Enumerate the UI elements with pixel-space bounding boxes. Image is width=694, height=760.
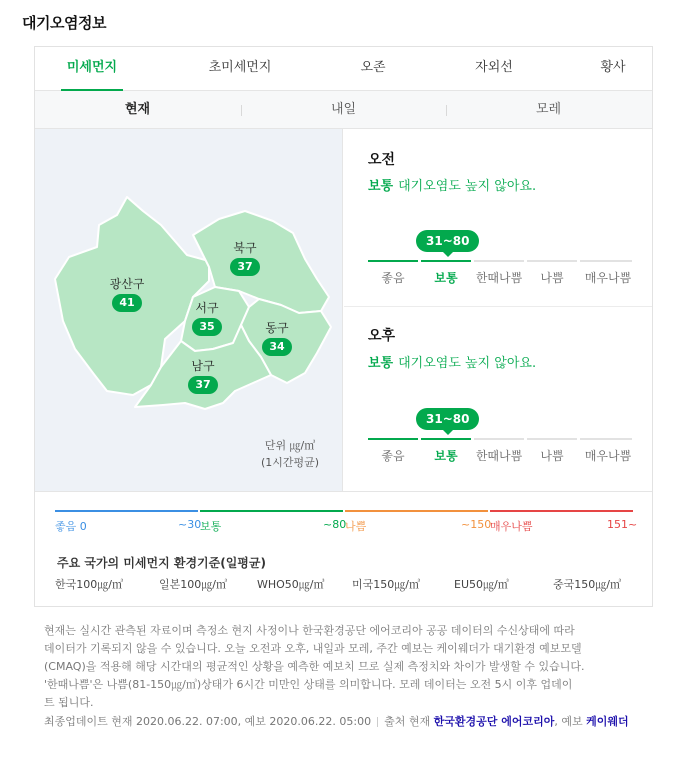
scale-segment-bad: [527, 260, 577, 262]
district-seo[interactable]: [177, 301, 237, 336]
district-value-badge: 35: [192, 318, 222, 336]
district-dong[interactable]: [247, 321, 307, 356]
air-quality-card: [34, 46, 653, 607]
data-notice: [44, 622, 634, 712]
source-mid: , 예보: [554, 715, 583, 728]
district-value-badge: 41: [112, 294, 142, 312]
forecast-morning: [344, 129, 652, 307]
district-name: 북구: [233, 241, 257, 255]
status-grade: 보통: [368, 356, 394, 371]
standard-korea: 한국100㎍/㎥: [55, 578, 123, 591]
tab-ozone[interactable]: 오존: [360, 60, 386, 75]
forecast-status: [368, 175, 536, 194]
status-grade: 보통: [368, 179, 394, 194]
scale-segment-normal: [421, 438, 471, 440]
standard-who: WHO50㎍/㎥: [257, 578, 325, 591]
district-value-badge: 37: [230, 258, 260, 276]
notice-line: '한때나쁨'은 나쁨(81-150㎍/㎥)상태가 6시간 미만인 상태를 의미합니다. 모레 데이터는 오전 5시 이후 업데이: [44, 678, 573, 691]
standards-title: 주요 국가의 미세먼지 환경기준(일평균): [57, 556, 266, 570]
source-link-kweather[interactable]: 케이웨더: [586, 715, 629, 728]
tab-uv[interactable]: 자외선: [475, 60, 513, 75]
forecast-afternoon: [344, 307, 652, 491]
day-tabs: [35, 91, 652, 129]
district-name: 동구: [265, 321, 289, 335]
scale-label: 보통: [434, 449, 458, 463]
scale-label: 나쁨: [540, 449, 564, 463]
tab-tomorrow[interactable]: 내일: [330, 102, 357, 117]
forecast-period-label: 오전: [368, 152, 396, 168]
standard-usa: 미국150㎍/㎥: [352, 578, 420, 591]
scale-segment-temporary-bad: [474, 438, 524, 440]
status-message: 대기오염도 높지 않아요.: [398, 356, 537, 371]
legend-normal-label: 보통: [200, 520, 222, 533]
divider: [377, 717, 378, 727]
legend-bad-max: ~150: [461, 518, 492, 531]
district-value-badge: 37: [188, 376, 218, 394]
legend-bar-bad: [345, 510, 488, 512]
standard-china: 중국150㎍/㎥: [553, 578, 621, 591]
tab-now[interactable]: 현재: [124, 102, 151, 117]
tab-yellow-dust[interactable]: 황사: [600, 60, 626, 75]
legend-very-bad-label: 매우나쁨: [490, 520, 533, 533]
legend-bar-very-bad: [490, 510, 633, 512]
range-bubble: 31~80: [416, 408, 479, 430]
scale-label: 나쁨: [540, 271, 564, 285]
legend-very-bad-min: 151~: [607, 518, 638, 531]
scale-segment-temporary-bad: [474, 260, 524, 262]
scale-label: 보통: [434, 271, 458, 285]
district-value-badge: 34: [262, 338, 292, 356]
district-name: 서구: [195, 301, 219, 315]
district-gwangsan[interactable]: [97, 277, 157, 312]
legend-bad-label: 나쁨: [345, 520, 367, 533]
scale-label: 좋음: [381, 271, 405, 285]
district-map: [35, 129, 343, 491]
forecast-status: [368, 352, 536, 371]
unit-label: 단위 ㎍/㎥: [264, 439, 316, 452]
scale-label: 한때나쁨: [475, 271, 523, 285]
scale-segment-normal: [421, 260, 471, 262]
notice-line: (CMAQ)을 적용해 해당 시간대의 평균적인 상황을 예측한 예보치 므로 실제 측정치와 차이가 발생할 수 있습니다.: [44, 660, 585, 673]
district-name: 광산구: [109, 277, 145, 291]
district-buk[interactable]: [215, 241, 275, 276]
scale-segment-good: [368, 438, 418, 440]
tab-fine-dust[interactable]: 미세먼지: [61, 47, 123, 91]
scale-label: 좋음: [381, 449, 405, 463]
scale-segment-very-bad: [580, 260, 632, 262]
scale-label: 한때나쁨: [475, 449, 523, 463]
page-title: 대기오염정보: [22, 14, 106, 32]
legend-normal-max: ~80: [323, 518, 347, 531]
notice-line: 데이터가 기록되지 않을 수 있습니다. 오늘 오전과 오후, 내일과 모레, 주간 예보는 케이웨더가 대기환경 예보모델: [44, 642, 582, 655]
status-message: 대기오염도 높지 않아요.: [398, 179, 537, 194]
range-bubble: 31~80: [416, 230, 479, 252]
forecast-period-label: 오후: [368, 328, 396, 344]
district-nam[interactable]: [173, 359, 233, 394]
scale-label: 매우나쁨: [584, 449, 632, 463]
scale-label: 매우나쁨: [584, 271, 632, 285]
grade-legend: [35, 491, 652, 607]
legend-bar-normal: [200, 510, 343, 512]
notice-line: 현재는 실시간 관측된 자료이며 측정소 현지 사정이나 한국환경공단 에어코리아 공공 데이터의 수신상태에 따라: [44, 624, 575, 637]
tab-ultrafine-dust[interactable]: 초미세먼지: [208, 60, 272, 75]
legend-bar-good: [55, 510, 198, 512]
legend-good-max: ~30: [178, 518, 202, 531]
legend-good-label: 좋음 0: [55, 520, 87, 533]
last-updated-text: 최종업데이트 현재 2020.06.22. 07:00, 예보 2020.06.22. 05:00: [44, 715, 372, 728]
scale-segment-very-bad: [580, 438, 632, 440]
unit-note: [261, 437, 319, 471]
standard-japan: 일본100㎍/㎥: [159, 578, 227, 591]
standard-eu: EU50㎍/㎥: [454, 578, 509, 591]
tab-day-after[interactable]: 모레: [535, 102, 562, 117]
notice-line: 트 됩니다.: [44, 696, 94, 709]
source-link-airkorea[interactable]: 한국환경공단 에어코리아: [433, 715, 555, 728]
scale-segment-good: [368, 260, 418, 262]
source-prefix: 출처 현재: [384, 715, 431, 728]
unit-average-label: (1시간평균): [261, 456, 320, 469]
pollutant-tabs: [35, 47, 652, 91]
scale-segment-bad: [527, 438, 577, 440]
district-name: 남구: [191, 359, 215, 373]
update-info: [44, 712, 634, 731]
